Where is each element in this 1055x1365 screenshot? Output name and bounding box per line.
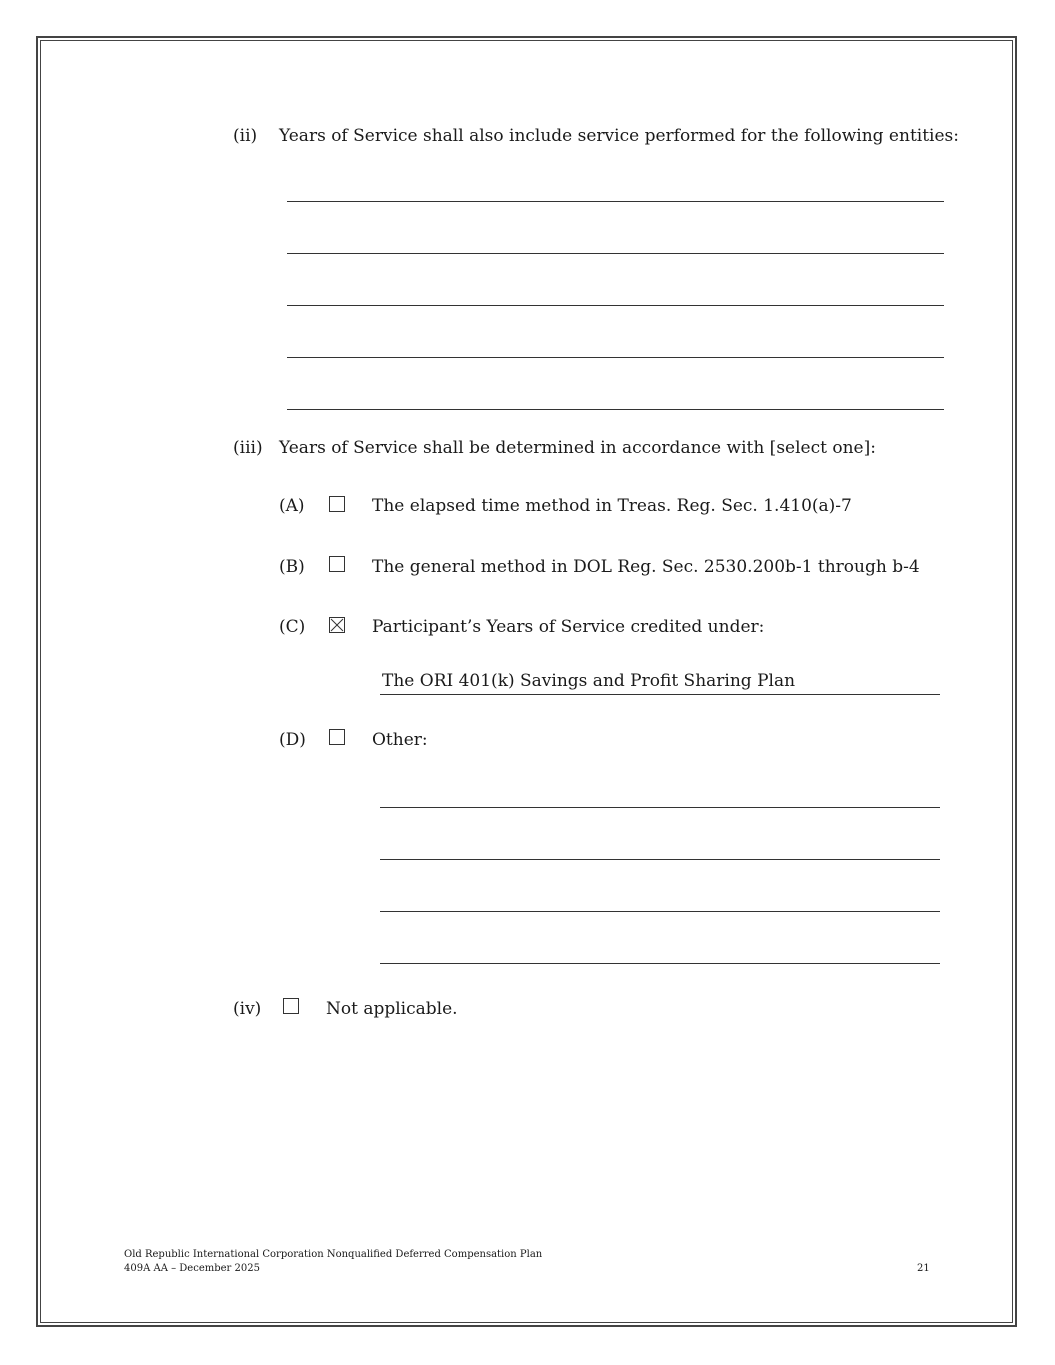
- section-ii-marker: (ii): [233, 126, 258, 146]
- footer-plan-title: Old Republic International Corporation Nonqualified Deferred Compensation Plan: [124, 1249, 543, 1260]
- option-d-checkbox[interactable]: [329, 729, 345, 745]
- section-iii-marker: (iii): [233, 438, 263, 458]
- entity-line-4[interactable]: [287, 357, 944, 358]
- entity-line-3[interactable]: [287, 305, 944, 306]
- checked-x-icon: [330, 618, 344, 632]
- other-line-3[interactable]: [380, 911, 940, 912]
- option-c-checkbox[interactable]: [329, 617, 345, 633]
- option-d-marker: (D): [279, 730, 306, 750]
- option-a-marker: (A): [279, 496, 305, 516]
- option-a-checkbox[interactable]: [329, 496, 345, 512]
- option-b-label: The general method in DOL Reg. Sec. 2530.200b-1 through b-4: [372, 557, 920, 577]
- section-iii-text: Years of Service shall be determined in accordance with [select one]:: [279, 438, 876, 458]
- option-d-label: Other:: [372, 730, 428, 750]
- option-c-marker: (C): [279, 617, 306, 637]
- option-c-fill-line: [380, 694, 940, 695]
- option-b-marker: (B): [279, 557, 305, 577]
- section-iv-checkbox[interactable]: [283, 998, 299, 1014]
- entity-line-1[interactable]: [287, 201, 944, 202]
- section-ii-text: Years of Service shall also include service performed for the following entities:: [279, 126, 959, 146]
- option-a-label: The elapsed time method in Treas. Reg. Sec. 1.410(a)-7: [372, 496, 852, 516]
- option-c-label: Participant’s Years of Service credited under:: [372, 617, 765, 637]
- entity-line-2[interactable]: [287, 253, 944, 254]
- option-b-checkbox[interactable]: [329, 556, 345, 572]
- other-line-2[interactable]: [380, 859, 940, 860]
- entity-line-5[interactable]: [287, 409, 944, 410]
- section-iv-marker: (iv): [233, 999, 262, 1019]
- other-line-1[interactable]: [380, 807, 940, 808]
- page-number: 21: [917, 1263, 930, 1274]
- section-iv-label: Not applicable.: [326, 999, 458, 1019]
- option-c-plan-name[interactable]: The ORI 401(k) Savings and Profit Sharing Plan: [382, 671, 796, 691]
- other-line-4[interactable]: [380, 963, 940, 964]
- footer-document-date: 409A AA – December 2025: [124, 1263, 260, 1274]
